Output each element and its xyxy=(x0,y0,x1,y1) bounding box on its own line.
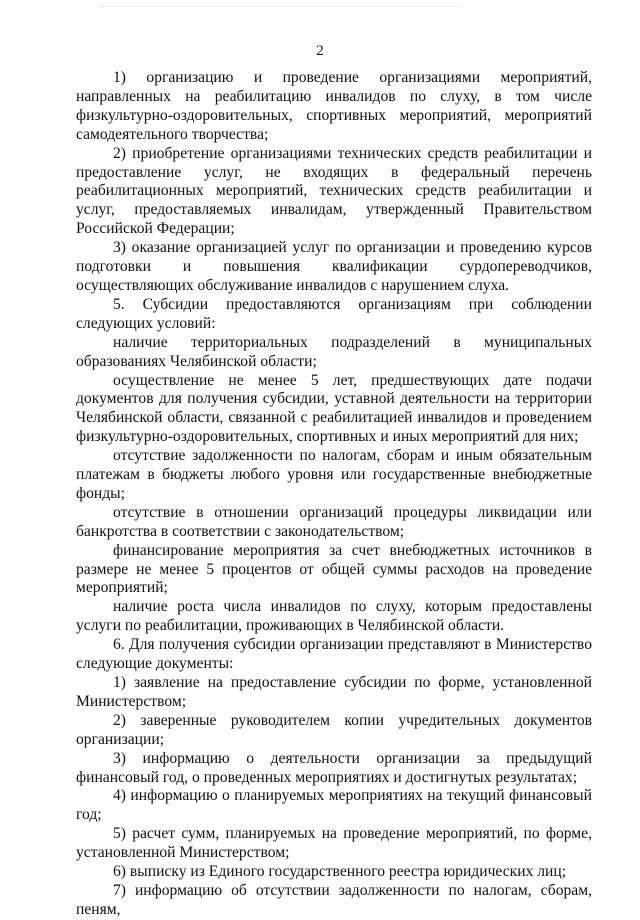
paragraph-condition-no-debt: отсутствие задолженности по налогам, сборам и иным обязательным платежам в бюджеты любого уровня или государственные внебюджетные фонды; xyxy=(76,447,592,502)
paragraph-clause-5: 5. Субсидии предоставляются организациям при соблюдении следующих условий: xyxy=(76,295,592,332)
paragraph-document-7: 7) информацию об отсутствии задолженности по налогам, сборам, пеням, xyxy=(76,881,592,918)
paragraph-condition-growth: наличие роста числа инвалидов по слуху, которым предоставлены услуги по реабилитации, проживающих в Челябинской области. xyxy=(76,598,592,635)
document-body xyxy=(76,69,592,920)
paragraph-document-2: 2) заверенные руководителем копии учредительных документов организации; xyxy=(76,711,592,748)
paragraph-condition-activity: осуществление не менее 5 лет, предшествующих дате подачи документов для получения субсидии, уставной деятельности на территории Челябинской области, связанной с реабилитацией инвалидов и проведением физкультурно-оздоровительных, спортивных и иных мероприятий для них; xyxy=(76,371,592,446)
paragraph-document-5: 5) расчет сумм, планируемых на проведение мероприятий, по форме, установленной Министерством; xyxy=(76,825,592,862)
scan-artifact-line xyxy=(100,6,460,11)
paragraph-item-3: 3) оказание организацией услуг по организации и проведению курсов подготовки и повышения квалификации сурдопереводчиков, осуществляющих обслуживание инвалидов с нарушением слуха. xyxy=(76,239,592,294)
paragraph-clause-6: 6. Для получения субсидии организации представляют в Министерство следующие документы: xyxy=(76,636,592,673)
paragraph-condition-territorial: наличие территориальных подразделений в муниципальных образованиях Челябинской области; xyxy=(76,333,592,370)
paragraph-document-3: 3) информацию о деятельности организации за предыдущий финансовый год, о проведенных мероприятиях и достигнутых результатах; xyxy=(76,749,592,786)
paragraph-document-4: 4) информацию о планируемых мероприятиях на текущий финансовый год; xyxy=(76,787,592,824)
paragraph-item-2: 2) приобретение организациями технических средств реабилитации и предоставление услуг, не входящих в федеральный перечень реабилитационных мероприятий, технических средств реабилитации и услуг, предоставляемых инвалидам, утвержденный Правительством Российской Федерации; xyxy=(76,144,592,238)
paragraph-document-1: 1) заявление на предоставление субсидии по форме, установленной Министерством; xyxy=(76,674,592,710)
paragraph-condition-no-liquidation: отсутствие в отношении организаций процедуры ликвидации или банкротства в соответствии с законодательством; xyxy=(76,503,592,540)
paragraph-item-1: 1) организацию и проведение организациями мероприятий, направленных на реабилитацию инвалидов по слуху, в том числе физкультурно-оздоровительных, спортивных мероприятий, мероприятий самодеятельного творчества; xyxy=(76,69,592,143)
paragraph-condition-financing: финансирование мероприятия за счет внебюджетных источников в размере не менее 5 процентов от общей суммы расходов на проведение мероприятий; xyxy=(76,541,592,597)
paragraph-document-6: 6) выписку из Единого государственного реестра юридических лиц; xyxy=(113,863,567,881)
page-number: 2 xyxy=(316,43,324,59)
